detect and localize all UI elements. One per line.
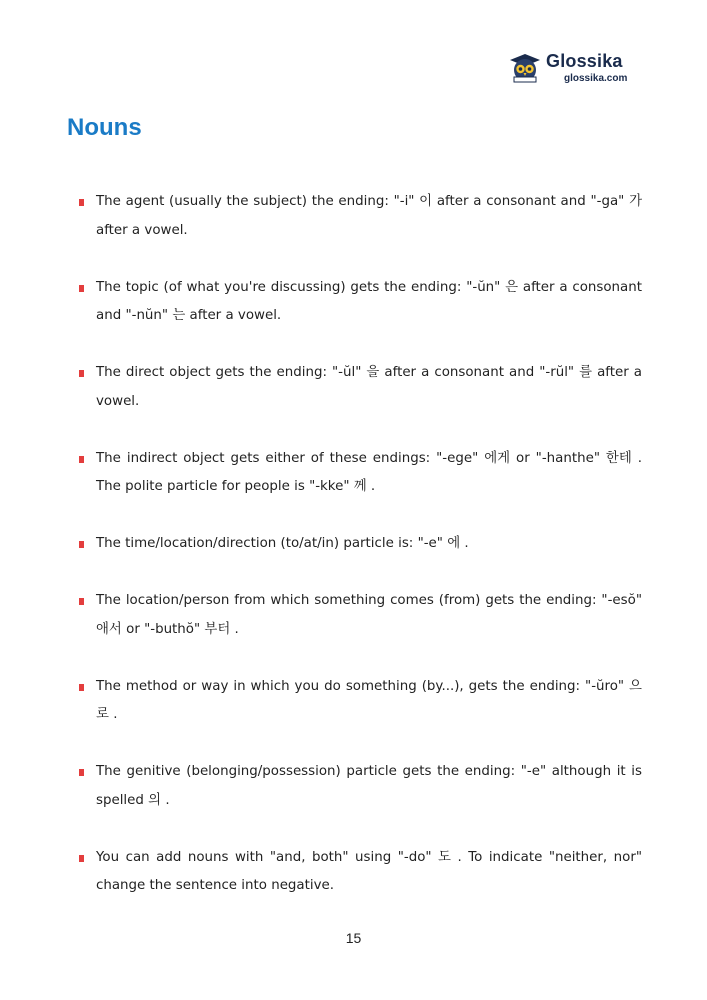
list-item-text: The agent (usually the subject) the ending: "-i" 이 after a consonant and "-ga" 가 after a vowel. — [96, 194, 642, 238]
list-item — [79, 758, 642, 815]
list-item — [79, 359, 642, 416]
list-item-text: The time/location/direction (to/at/in) particle is: "-e" 에 . — [96, 536, 469, 551]
page-title: Nouns — [67, 114, 142, 141]
list-item-text: The direct object gets the ending: "-ŭl" 을 after a consonant and "-rŭl" 를 after a vowel. — [96, 365, 642, 409]
list-item — [79, 530, 642, 559]
noun-particles-list — [79, 188, 642, 901]
bullet-icon — [79, 855, 84, 862]
bullet-icon — [79, 199, 84, 206]
brand-name: Glossika — [546, 51, 623, 71]
list-item-text: The location/person from which something comes (from) gets the ending: "-esŏ" 애서 or "-buthŏ" 부터 . — [96, 593, 642, 637]
list-item — [79, 445, 642, 502]
brand-url: glossika.com — [564, 73, 628, 84]
bullet-icon — [79, 769, 84, 776]
list-item — [79, 188, 642, 245]
list-item-text: The topic (of what you're discussing) gets the ending: "-ŭn" 은 after a consonant and "-nŭn" 는 after a vowel. — [96, 279, 642, 323]
list-item — [79, 844, 642, 901]
page-number: 15 — [345, 930, 362, 946]
brand-header — [508, 50, 658, 90]
bullet-icon — [79, 541, 84, 548]
list-item-text: You can add nouns with "and, both" using "-do" 도 . To indicate "neither, nor" change the sentence into negative. — [96, 849, 642, 893]
list-item — [79, 673, 642, 730]
list-item — [79, 587, 642, 644]
list-item-text: The genitive (belonging/possession) particle gets the ending: "-e" although it is spelled 의 . — [96, 764, 642, 808]
bullet-icon — [79, 598, 84, 605]
owl-logo-icon — [508, 50, 542, 84]
bullet-icon — [79, 285, 84, 292]
bullet-icon — [79, 370, 84, 377]
bullet-icon — [79, 684, 84, 691]
list-item-text: The method or way in which you do something (by...), gets the ending: "-ŭro" 으로 . — [96, 678, 642, 722]
bullet-icon — [79, 456, 84, 463]
list-item — [79, 274, 642, 331]
list-item-text: The indirect object gets either of these endings: "-ege" 에게 or "-hanthe" 한테 . The polite particle for people is "-kke" 께 . — [96, 450, 642, 494]
